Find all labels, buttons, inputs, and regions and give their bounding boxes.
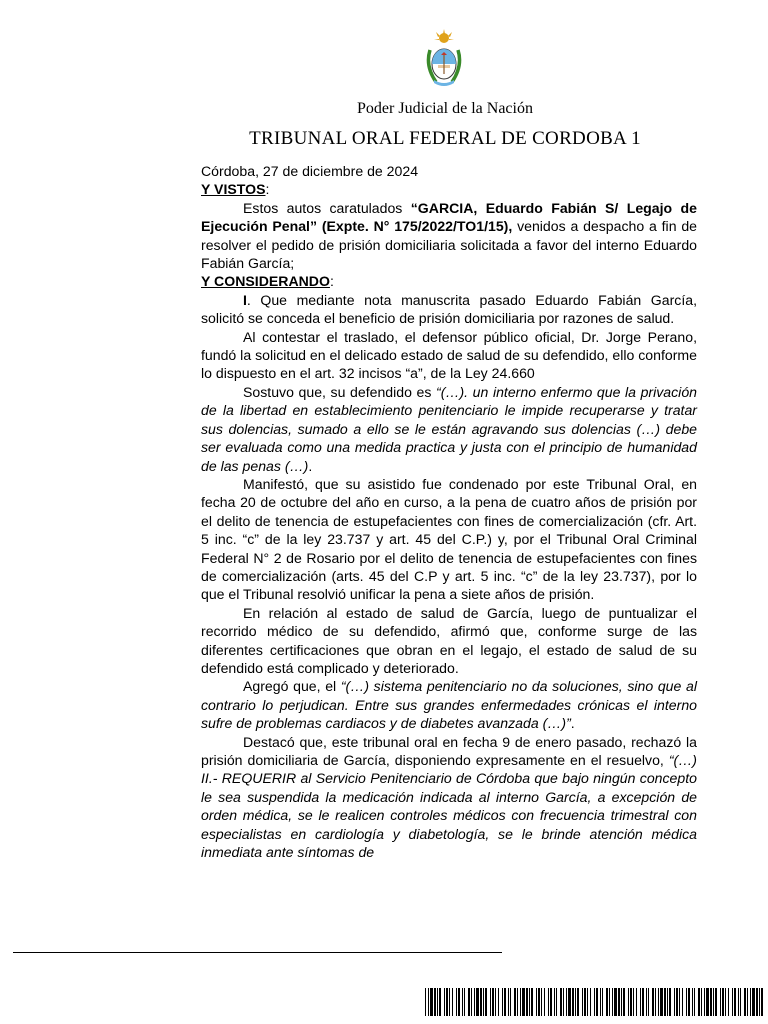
paragraph-i <box>201 291 697 328</box>
section-number: I <box>243 291 247 308</box>
paragraph-autos <box>201 199 697 273</box>
p8-text-a: Destacó que, este tribunal oral en fecha 9 de enero pasado, rechazó la prisión domiciliaria de García, disponiendo expresamente en el resuelvo, <box>201 733 697 768</box>
barcode-icon <box>425 988 765 1016</box>
considerando-heading: Y CONSIDERANDO <box>201 273 330 290</box>
p4-quote: “(…). un interno enfermo que la privación de la libertad en establecimiento penitenciario le impide recuperarse y tratar sus dolencias, sumado a ello se le están agravando sus dolencias (…) debe ser evaluada como una medida practica y justa con el principio de humanidad de las penas (…) <box>201 383 697 474</box>
p8-quote: “(…) II.- REQUERIR al Servicio Penitenciario de Córdoba que bajo ningún concepto le sea suspendida la medicación indicada al interno García, a excepción de orden médica, se le realicen controles médicos con frecuencia trimestral con especialistas en cardiología y diabetología, se le brinde atención médica inmediata ante síntomas de <box>201 752 697 861</box>
p4-text-c: . <box>308 457 313 474</box>
p1-text-c: venidos a despacho a fin de resolver el pedido de prisión domiciliaria solicitada a favor del interno Eduardo Fabián García; <box>201 218 698 272</box>
paragraph-destaco <box>201 733 697 862</box>
coat-of-arms-icon <box>424 28 464 90</box>
paragraph-agrego <box>201 677 697 732</box>
p7-text-a: Agregó que, el <box>243 678 341 695</box>
paragraph-sostuvo <box>201 383 697 475</box>
institution-name: Poder Judicial de la Nación <box>357 100 533 117</box>
paragraph-salud: En relación al estado de salud de García, luego de puntualizar el recorrido médico de su defendido, afirmó que, conforme surge de las diferentes certificaciones que obran en el legajo, el estado de salud de su defendido está complicado y deteriorado. <box>201 604 697 676</box>
resolution-body <box>201 162 697 861</box>
p2-text: . Que mediante nota manuscrita pasado Eduardo Fabián García, solicitó se conceda el beneficio de prisión domiciliaria por razones de salud. <box>201 291 697 327</box>
considerando-colon: : <box>329 273 334 290</box>
vistos-heading-line <box>201 180 697 198</box>
footer-divider <box>13 952 502 953</box>
date-line: Córdoba, 27 de diciembre de 2024 <box>201 163 419 179</box>
considerando-heading-line <box>201 272 697 290</box>
p4-text-a: Sostuvo que, su defendido es <box>243 383 436 400</box>
p7-quote: “(…) sistema penitenciario no da soluciones, sino que al contrario lo perjudican. Entre sus grandes enfermedades crónicas el interno sufre de problemas cardiacos y de diabetes avanzada (…)” <box>201 678 697 732</box>
vistos-colon: : <box>265 181 270 198</box>
vistos-heading: Y VISTOS <box>201 181 266 198</box>
p7-text-c: . <box>570 715 575 732</box>
paragraph-manifesto: Manifestó, que su asistido fue condenado por este Tribunal Oral, en fecha 20 de octubre del año en curso, a la pena de cuatro años de prisión por el delito de tenencia de estupefacientes con fines de comercialización (cfr. Art. 5 inc. “c” de la ley 23.737 y art. 45 del C.P.) y, por el Tribunal Oral Criminal Federal N° 2 de Rosario por el delito de tenencia de estupefacientes con fines de comercialización (arts. 45 del C.P y art. 5 inc. “c” de la ley 23.737), por lo que el Tribunal resolvió unificar la pena a siete años de prisión. <box>201 475 697 603</box>
case-caption: “GARCIA, Eduardo Fabián S/ Legajo de Ejecución Penal” (Expte. N° 175/2022/TO1/15), <box>201 199 697 235</box>
tribunal-name: TRIBUNAL ORAL FEDERAL DE CORDOBA 1 <box>249 128 641 149</box>
p1-text-a: Estos autos caratulados <box>243 199 411 216</box>
paragraph-traslado: Al contestar el traslado, el defensor público oficial, Dr. Jorge Perano, fundó la solicitud en el delicado estado de salud de su defendido, ello conforme lo dispuesto en el art. 32 incisos “a”, de la Ley 24.660 <box>201 328 697 382</box>
